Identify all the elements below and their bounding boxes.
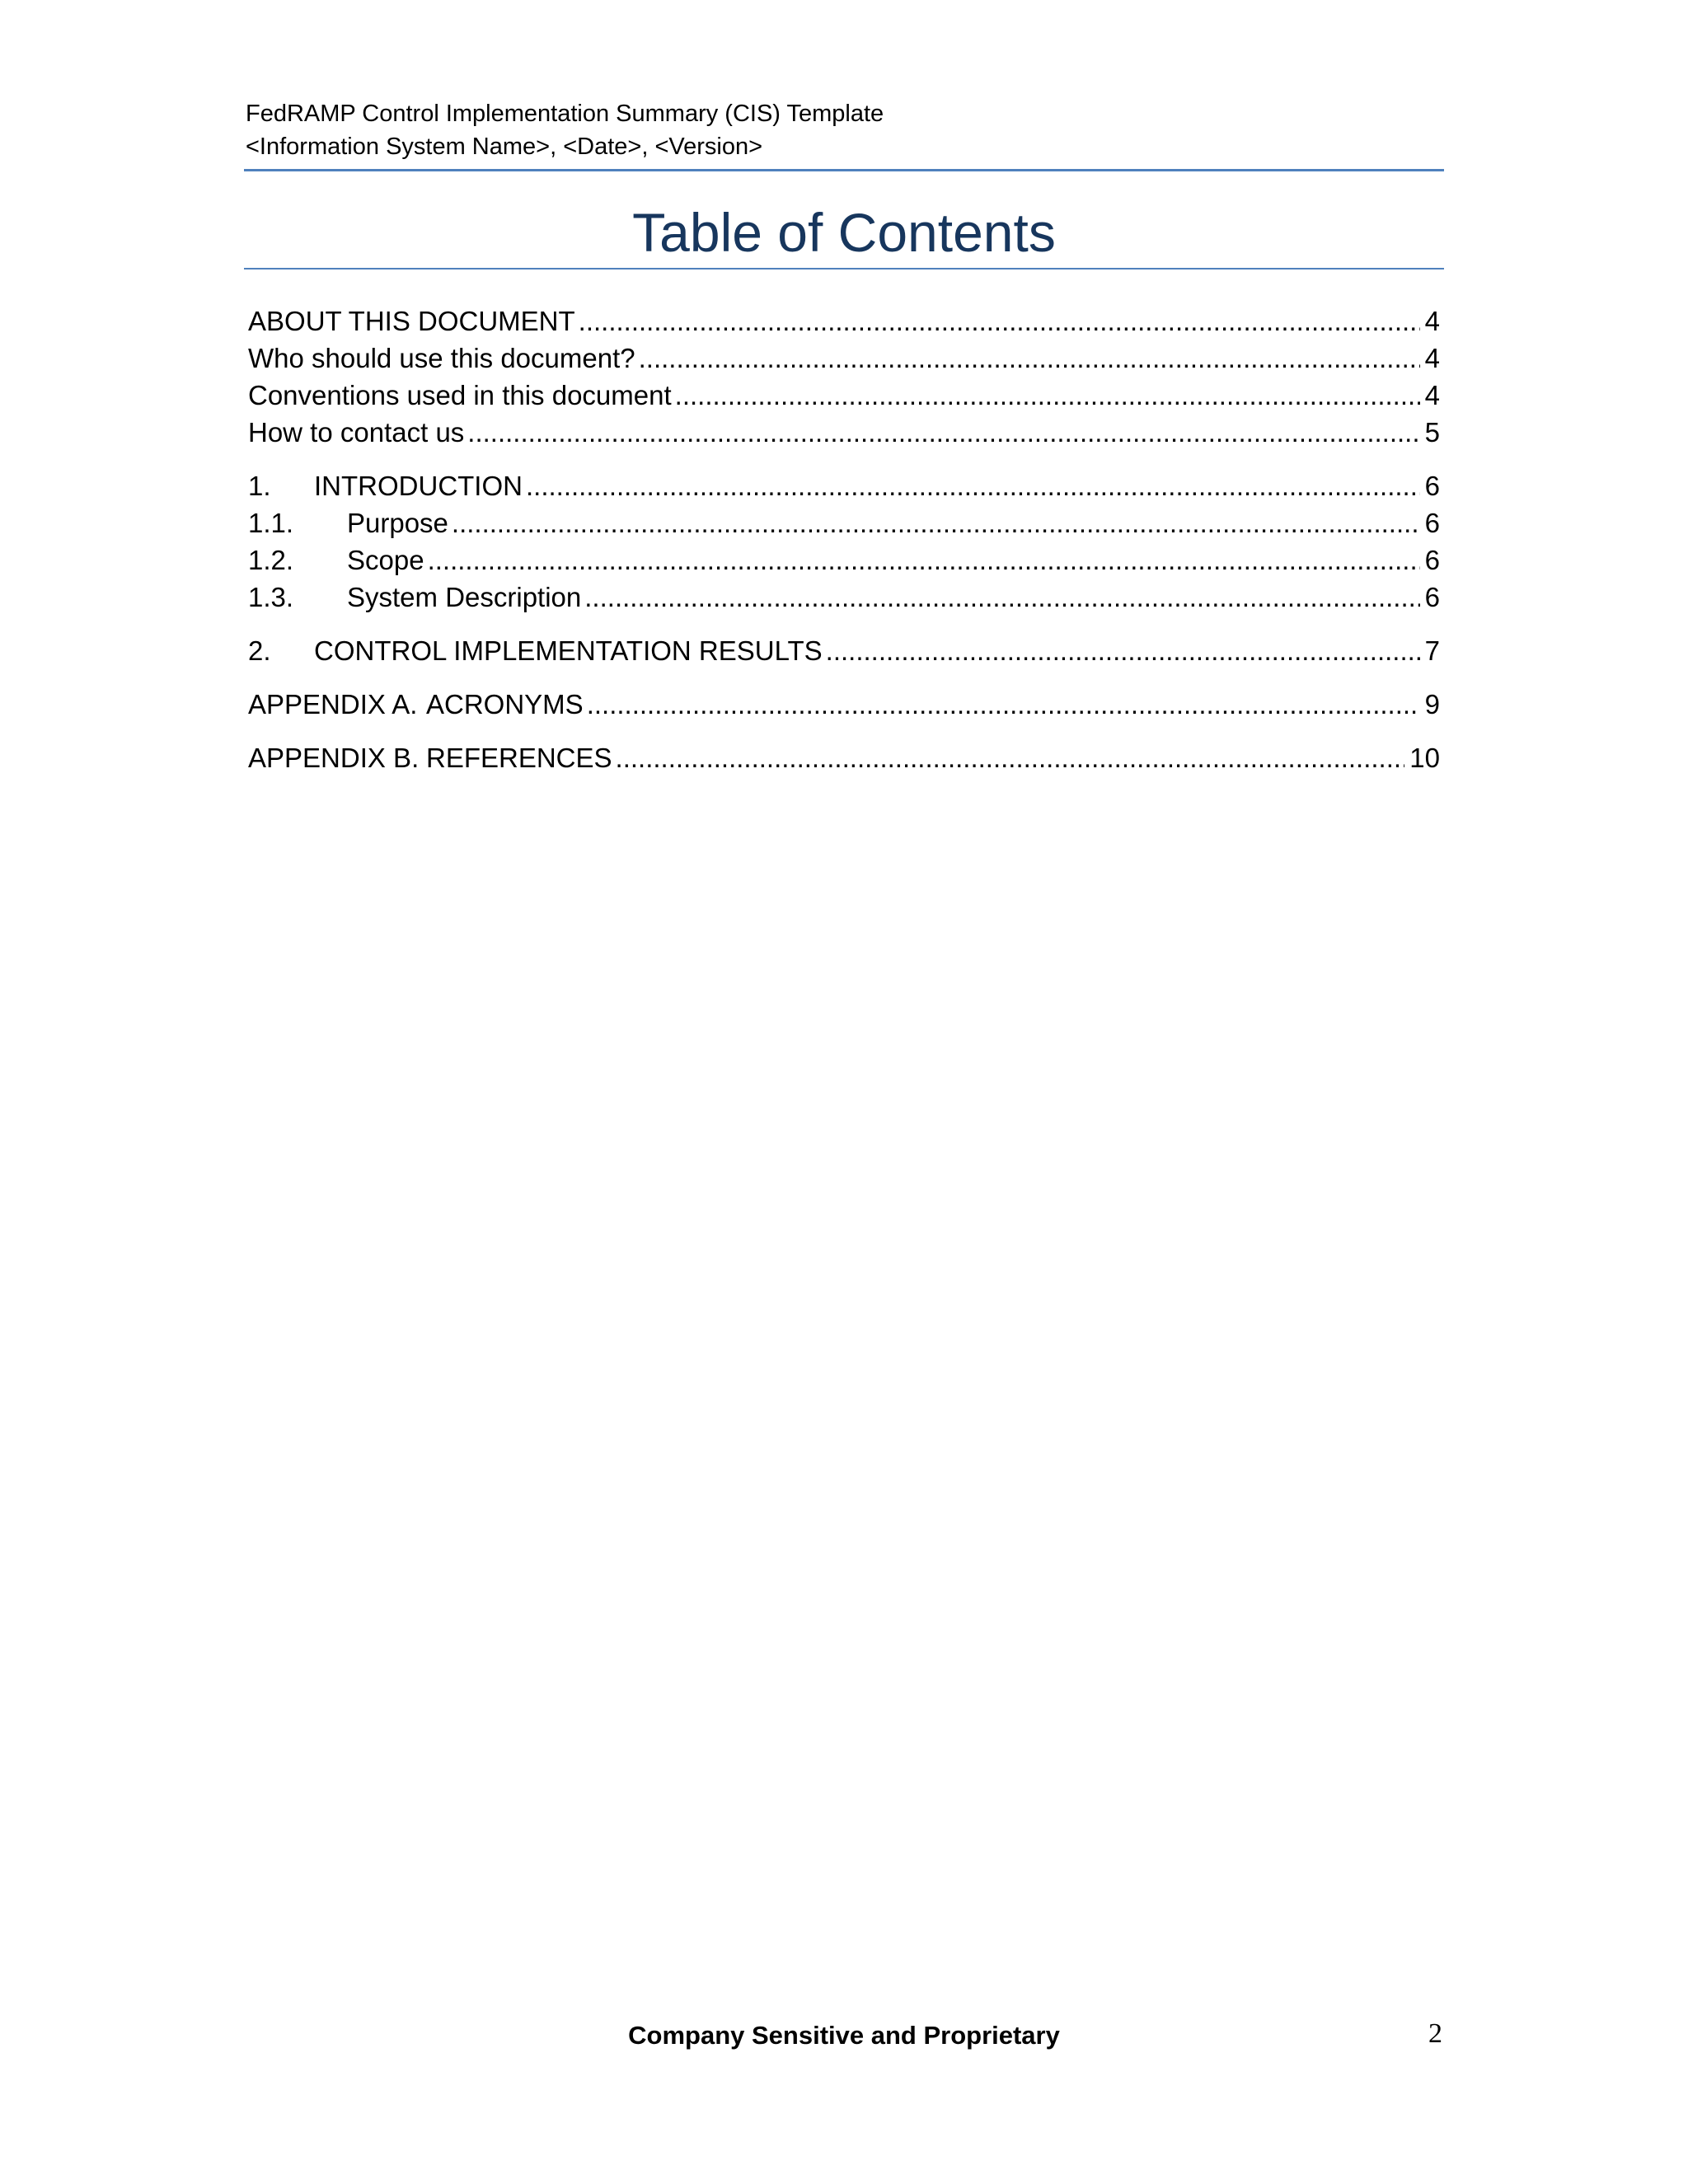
toc-entry-control-implementation-results[interactable]	[248, 632, 1440, 669]
toc-entry-text: ABOUT THIS DOCUMENT	[248, 306, 575, 336]
toc-entry-text: CONTROL IMPLEMENTATION RESULTS	[314, 635, 823, 666]
toc-dot-leader	[639, 340, 1420, 377]
toc-entry-text: REFERENCES	[426, 743, 612, 773]
toc-entry-who-should-use[interactable]	[248, 340, 1440, 377]
toc-dot-leader	[584, 579, 1419, 616]
toc-entry-text: Who should use this document?	[248, 343, 635, 373]
toc-page-number: 4	[1424, 343, 1440, 373]
toc-entry-text: System Description	[347, 582, 582, 612]
header-document-title: FedRAMP Control Implementation Summary (CIS) Template	[246, 101, 884, 127]
toc-page-number: 6	[1424, 545, 1440, 575]
toc-dot-leader	[452, 504, 1420, 541]
toc-appendix-label: APPENDIX B.	[248, 743, 420, 773]
toc-appendix-label: APPENDIX A.	[248, 689, 418, 719]
toc-dot-leader	[579, 302, 1420, 340]
toc-dot-leader	[675, 377, 1420, 414]
toc-entry-contact[interactable]	[248, 414, 1440, 451]
toc-entry-scope[interactable]	[248, 541, 1440, 579]
toc-page-number: 5	[1424, 417, 1440, 448]
toc-entry-appendix-acronyms[interactable]	[248, 686, 1440, 723]
page-header	[246, 97, 1446, 163]
toc-section-number: 1.3.	[248, 582, 294, 612]
toc-entry-system-description[interactable]	[248, 579, 1440, 616]
toc-dot-leader	[428, 541, 1420, 579]
title-rule	[244, 268, 1444, 269]
toc-section-number: 1.	[248, 471, 271, 501]
toc-entry-appendix-references[interactable]	[248, 739, 1440, 776]
footer-confidentiality-label: Company Sensitive and Proprietary	[628, 2021, 1060, 2050]
toc-page-number: 6	[1424, 508, 1440, 538]
header-system-info: <Information System Name>, <Date>, <Version>	[246, 134, 763, 160]
toc-page-number: 4	[1424, 306, 1440, 336]
toc-title: Table of Contents	[632, 202, 1056, 263]
toc-entry-conventions[interactable]	[248, 377, 1440, 414]
table-of-contents	[248, 302, 1440, 776]
toc-section-number: 1.1.	[248, 508, 294, 538]
toc-dot-leader	[587, 686, 1420, 723]
toc-dot-leader	[467, 414, 1419, 451]
toc-section-number: 2.	[248, 635, 271, 666]
toc-entry-text: How to contact us	[248, 417, 465, 448]
toc-page-number: 9	[1424, 689, 1440, 719]
toc-entry-purpose[interactable]	[248, 504, 1440, 541]
header-rule	[244, 169, 1444, 171]
toc-page-number: 6	[1424, 471, 1440, 501]
toc-entry-about[interactable]	[248, 302, 1440, 340]
toc-entry-text: ACRONYMS	[426, 689, 584, 719]
toc-section-number: 1.2.	[248, 545, 294, 575]
toc-page-number: 7	[1424, 635, 1440, 666]
toc-dot-leader	[826, 632, 1420, 669]
toc-dot-leader	[526, 467, 1420, 504]
toc-entry-text: Purpose	[347, 508, 448, 538]
toc-page-number: 6	[1424, 582, 1440, 612]
toc-entry-text: Scope	[347, 545, 424, 575]
toc-page-number: 10	[1409, 743, 1440, 773]
toc-entry-text: INTRODUCTION	[314, 471, 523, 501]
toc-page-number: 4	[1424, 380, 1440, 410]
toc-entry-text: Conventions used in this document	[248, 380, 672, 410]
footer-page-number: 2	[1428, 2018, 1442, 2049]
toc-entry-introduction[interactable]	[248, 467, 1440, 504]
toc-dot-leader	[616, 739, 1405, 776]
